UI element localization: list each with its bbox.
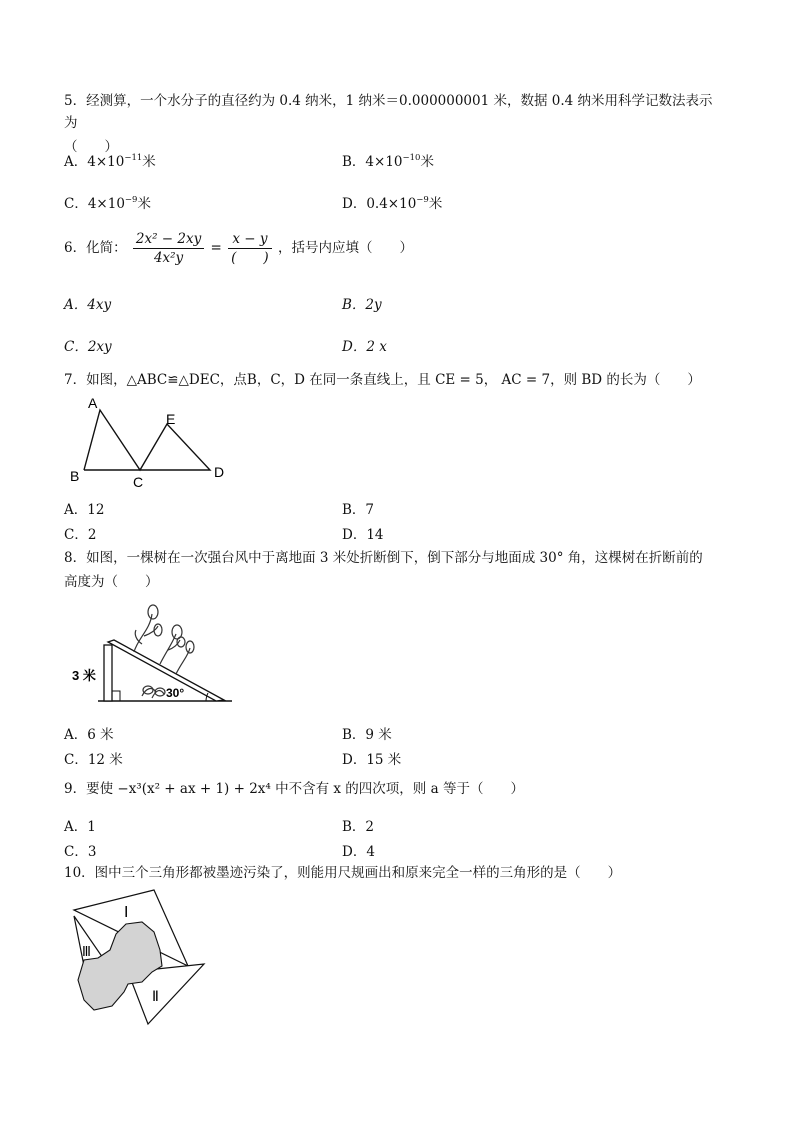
q8-height-label: 3 米 [72, 668, 96, 683]
q9-option-b[interactable]: B．2 [342, 819, 375, 835]
q8-option-c[interactable]: C．12 米 [64, 752, 123, 768]
q6-option-a[interactable]: A．4xy [64, 297, 112, 313]
q8-broken-tree-figure [64, 600, 234, 708]
question-8 [64, 547, 724, 593]
question-10 [64, 862, 724, 884]
q9-option-a[interactable]: A．1 [64, 819, 96, 835]
q7-option-b[interactable]: B．7 [342, 502, 375, 518]
q7-label-c: C [133, 474, 144, 490]
q8-trunk [104, 645, 112, 701]
q5-option-b[interactable]: B．$4\times 10^{-10}$米 [342, 153, 434, 170]
q8-stem-line1: 8．如图，一棵树在一次强台风中于离地面 3 米处折断倒下，倒下部分与地面成 30° 角，这棵树在折断前的 [64, 550, 703, 566]
q6-option-b[interactable]: B．2y [342, 297, 382, 313]
question-6 [64, 230, 724, 267]
q6-lhs-numerator: 2x² − 2xy [133, 230, 204, 249]
q10-label-1: Ⅰ [124, 904, 129, 921]
q10-label-2: Ⅱ [152, 988, 159, 1004]
q7-option-d[interactable]: D．14 [342, 527, 384, 543]
q7-stem: 7．如图，△ABC≌△DEC，点B，C，D 在同一条直线上，且 CE = 5， AC = 7，则 BD 的长为（ ） [64, 372, 701, 388]
q6-rhs-numerator: x − y [228, 230, 272, 249]
q6-rhs-denominator: ( ) [231, 250, 269, 266]
q9-stem: 9．要使 −x³(x² + ax + 1) + 2x⁴ 中不含有 x 的四次项，则 a 等于（ ） [64, 781, 524, 797]
q6-prefix: 6．化简： [64, 240, 127, 256]
q7-label-d: D [214, 464, 225, 480]
question-5 [64, 90, 724, 158]
q8-option-d[interactable]: D．15 米 [342, 752, 402, 768]
q9-option-c[interactable]: C．3 [64, 844, 97, 860]
q6-option-d[interactable]: D．2 x [342, 339, 387, 355]
q8-right-angle-mark [112, 691, 120, 701]
q6-option-c[interactable]: C．2xy [64, 339, 112, 355]
q6-lhs-fraction [133, 230, 204, 267]
q7-triangles [84, 410, 210, 470]
q6-lhs-denominator: 4x²y [153, 250, 184, 266]
q9-option-d[interactable]: D．4 [342, 844, 375, 860]
q5-stem-line2: （ ） [64, 139, 118, 155]
q6-equals: = [210, 240, 222, 256]
q8-option-b[interactable]: B．9 米 [342, 727, 392, 743]
q5-stem-line1: 5．经测算，一个水分子的直径约为 0.4 纳米，1 纳米＝0.000000001 米，数据 0.4 纳米用科学记数法表示为 [64, 93, 713, 131]
q5-option-d[interactable]: D．$0.4\times 10^{-9}$米 [342, 195, 443, 212]
q5-option-a[interactable]: A．$4\times 10^{-11}$米 [64, 153, 156, 170]
q7-option-c[interactable]: C．2 [64, 527, 97, 543]
q7-triangle-figure [64, 394, 244, 494]
q10-stem: 10．图中三个三角形都被墨迹污染了，则能用尺规画出和原来完全一样的三角形的是（ ） [64, 865, 622, 881]
q10-stained-triangles-figure [64, 888, 234, 1028]
q10-label-3: Ⅲ [82, 944, 91, 959]
q6-suffix: ，括号内应填（ ） [277, 240, 413, 256]
q7-label-a: A [88, 395, 98, 411]
q8-angle-label: 30° [166, 686, 185, 700]
q5-option-c[interactable]: C．$4\times 10^{-9}$米 [64, 195, 151, 212]
q8-stem-line2: 高度为（ ） [64, 574, 159, 590]
q6-rhs-fraction [228, 230, 272, 267]
q7-label-e: E [166, 411, 176, 427]
q8-option-a[interactable]: A．6 米 [64, 727, 114, 743]
question-9 [64, 778, 724, 800]
q7-option-a[interactable]: A．12 [64, 502, 105, 518]
question-7 [64, 369, 724, 391]
q7-label-b: B [70, 468, 80, 484]
